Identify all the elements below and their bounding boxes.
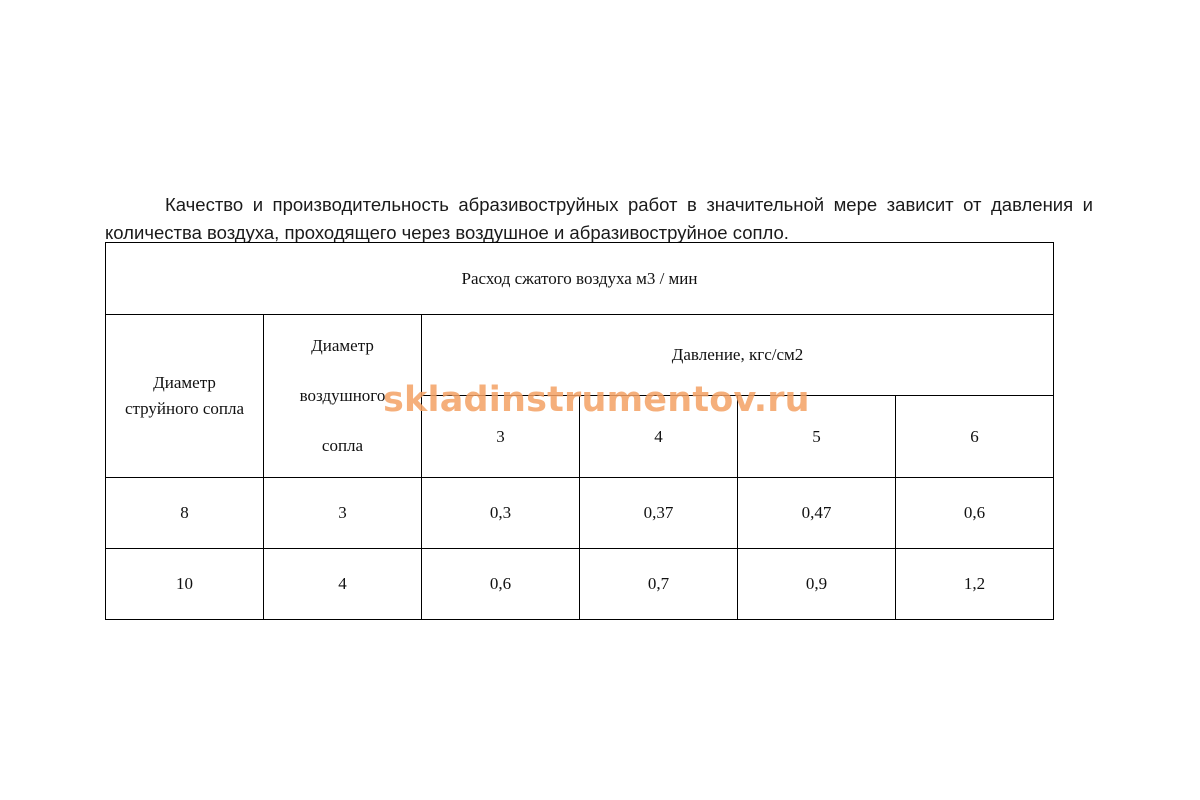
air-nozzle-diameter-cell: 3 [264, 478, 422, 549]
flow-cell: 0,3 [422, 478, 580, 549]
air-nozzle-diameter-cell: 4 [264, 549, 422, 620]
jet-nozzle-diameter-cell: 10 [106, 549, 264, 620]
header-pressure: Давление, кгс/см2 [422, 315, 1054, 396]
header-jet-nozzle-line-1: Диаметр [153, 373, 216, 392]
flow-cell: 1,2 [896, 549, 1054, 620]
pressure-value: 4 [580, 396, 738, 478]
flow-cell: 0,6 [896, 478, 1054, 549]
header-air-nozzle-line-3: сопла [321, 436, 364, 455]
pressure-value: 5 [738, 396, 896, 478]
intro-paragraph: Качество и производительность абразивоструйных работ в значительной мере зависит от давления и количества воздуха, проходящего через воздушное и абразивоструйное сопло. [105, 193, 1093, 243]
flow-cell: 0,37 [580, 478, 738, 549]
flow-cell: 0,47 [738, 478, 896, 549]
flow-cell: 0,6 [422, 549, 580, 620]
air-consumption-table [105, 242, 1054, 620]
header-air-nozzle-line-1: Диаметр [311, 336, 374, 355]
site-watermark: skladinstrumentov.ru [383, 380, 810, 420]
header-air-nozzle-line-2: воздушного [299, 386, 386, 405]
flow-cell: 0,9 [738, 549, 896, 620]
table-row [106, 549, 1054, 620]
table-title-row [106, 243, 1054, 315]
flow-cell: 0,7 [580, 549, 738, 620]
table-row [106, 478, 1054, 549]
pressure-value: 6 [896, 396, 1054, 478]
pressure-value: 3 [422, 396, 580, 478]
jet-nozzle-diameter-cell: 8 [106, 478, 264, 549]
header-jet-nozzle-line-2: струйного сопла [124, 399, 245, 418]
table-title: Расход сжатого воздуха м3 / мин [106, 243, 1054, 315]
header-jet-nozzle-diameter [106, 315, 264, 478]
